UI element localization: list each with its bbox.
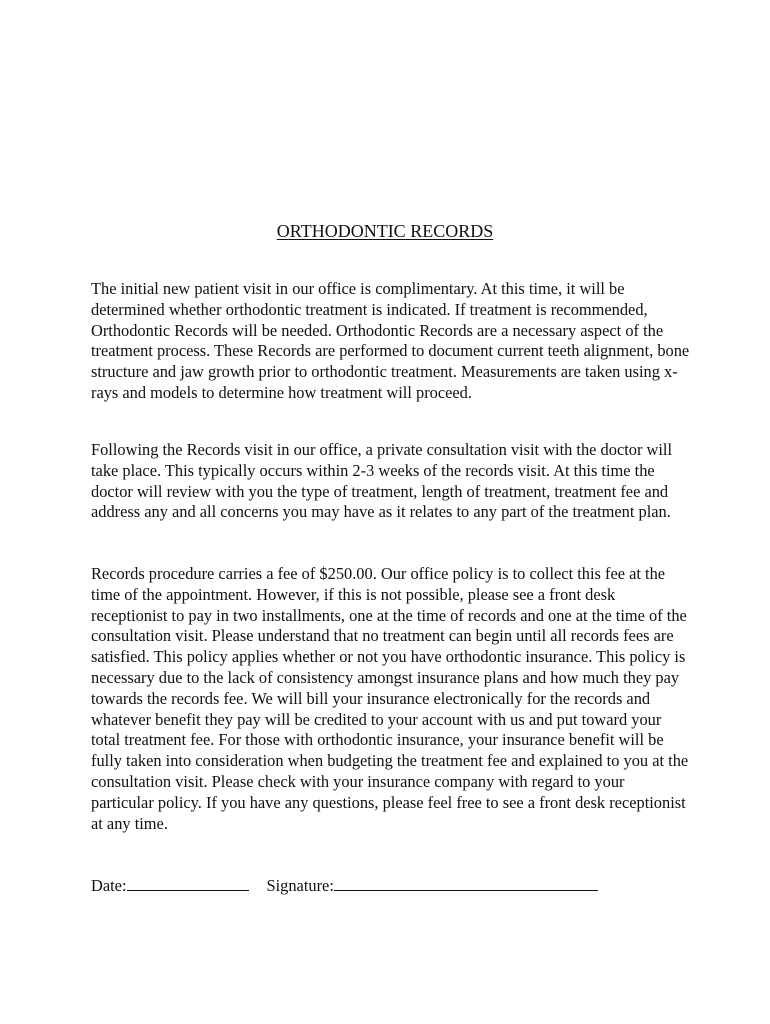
document-title: ORTHODONTIC RECORDS [276,221,494,241]
signature-field-line[interactable] [334,874,598,891]
date-field-line[interactable] [127,874,249,891]
paragraph-initial-visit: The initial new patient visit in our office is complimentary. At this time, it will be determined whether orthodontic treatment is indicated. If treatment is recommended, Orthodontic Records will be needed. Orthodontic Records are a necessary aspect of the treatment process. These Records are performed to document current teeth alignment, bone structure and jaw growth prior to orthodontic treatment. Measurements are taken using x-rays and models to determine how treatment will proceed. [91,279,690,402]
date-label: Date: [91,876,127,895]
paragraph-records-fee: Records procedure carries a fee of $250.00. Our office policy is to collect this fee at the time of the appointment. However, if this is not possible, please see a front desk receptionist to pay in two installments, one at the time of records and one at the time of the consultation visit. Please understand that no treatment can begin until all records fees are satisfied. This policy applies whether or not you have orthodontic insurance. This policy is necessary due to the lack of consistency amongst insurance plans and how much they pay towards the records fee. We will bill your insurance electronically for the records and whatever benefit they pay will be credited to your account with us and put toward your total treatment fee. For those with orthodontic insurance, your insurance benefit will be fully taken into consideration when budgeting the treatment fee and explained to you at the consultation visit. Please check with your insurance company with regard to your particular policy. If you have any questions, please feel free to see a front desk receptionist at any time. [91,564,689,833]
paragraph-consultation: Following the Records visit in our office, a private consultation visit with the doctor will take place. This typically occurs within 2-3 weeks of the records visit. At this time the doctor will review with you the type of treatment, length of treatment, treatment fee and address any and all concerns you may have as it relates to any part of the treatment plan. [91,440,673,522]
document-title-wrapper [0,219,770,243]
signature-row [91,874,691,897]
signature-label: Signature: [266,876,334,895]
